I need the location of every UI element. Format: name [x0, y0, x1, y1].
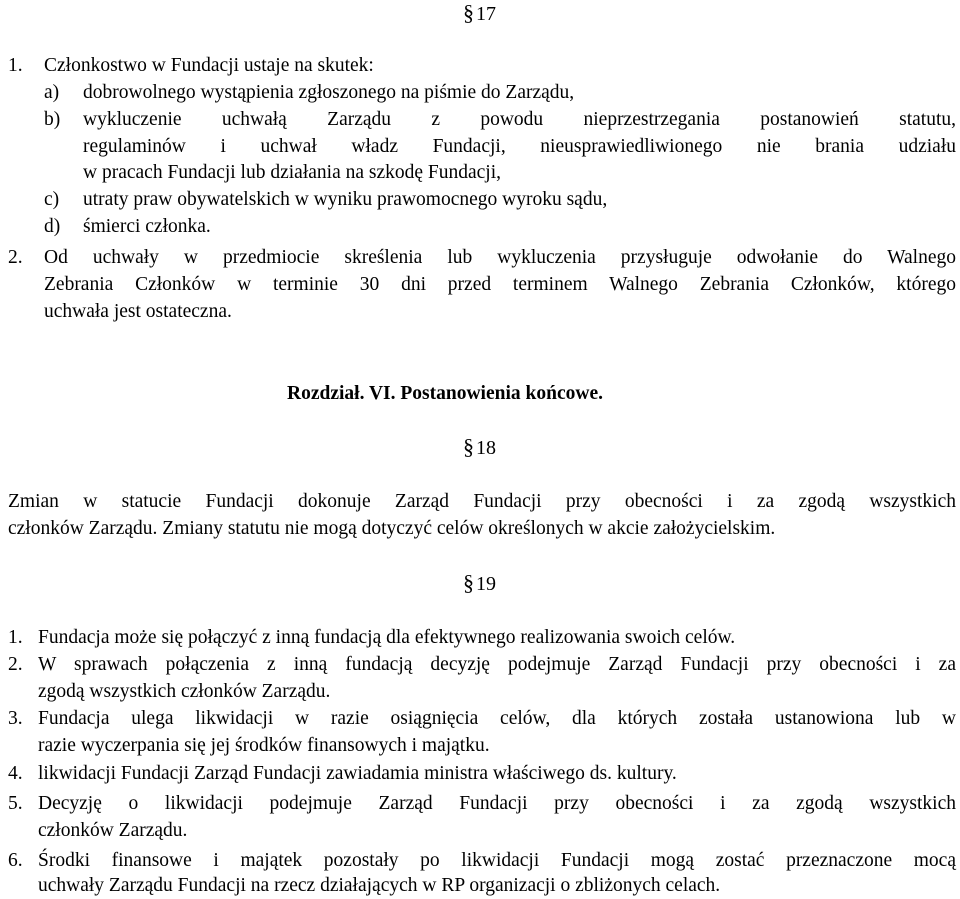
- paragraph-text: Fundacja może się połączyć z inną fundacją dla efektywnego realizowania swoich celów.: [38, 627, 736, 648]
- paragraph-text: Środki finansowe i majątek pozostały po likwidacji Fundacji mogą zostać przeznaczone mocą: [38, 850, 956, 871]
- list-number: 6.: [8, 850, 23, 871]
- paragraph-text: uchwała jest ostateczna.: [44, 301, 232, 322]
- section-heading-18: [463, 434, 496, 460]
- list-item-text: regulaminów i uchwał władz Fundacji, nieusprawiedliwionego nie brania udziału: [83, 136, 956, 157]
- section-symbol: §: [463, 0, 474, 25]
- section-number: 18: [476, 437, 496, 459]
- list-item-text: w pracach Fundacji lub działania na szkodę Fundacji,: [83, 162, 502, 183]
- list-label: a): [44, 82, 60, 103]
- paragraph-text: W sprawach połączenia z inną fundacją decyzję podejmuje Zarząd Fundacji przy obecności i za: [38, 654, 956, 675]
- list-item-text: utraty praw obywatelskich w wyniku prawomocnego wyroku sądu,: [83, 189, 608, 210]
- chapter-title: Rozdział. VI. Postanowienia końcowe.: [287, 383, 603, 404]
- list-number: 1.: [8, 627, 23, 648]
- paragraph-text: uchwały Zarządu Fundacji na rzecz działających w RP organizacji o zbliżonych celach.: [38, 875, 721, 896]
- section-symbol: §: [463, 434, 474, 459]
- paragraph-text: razie wyczerpania się jej środków finansowych i majątku.: [38, 735, 490, 756]
- list-item-text: śmierci członka.: [83, 216, 211, 237]
- section-symbol: §: [463, 570, 474, 595]
- section-heading-19: [463, 570, 496, 596]
- paragraph-text: Fundacja ulega likwidacji w razie osiągnięcia celów, dla których została ustanowiona lub w: [38, 708, 956, 729]
- paragraph-text: Od uchwały w przedmiocie skreślenia lub wykluczenia przysługuje odwołanie do Walnego: [44, 247, 956, 268]
- list-number: 2.: [8, 654, 23, 675]
- section-number: 17: [476, 3, 496, 25]
- list-number: 2.: [8, 247, 23, 268]
- list-label: d): [44, 216, 61, 237]
- section-number: 19: [476, 573, 496, 595]
- paragraph-text: likwidacji Fundacji Zarząd Fundacji zawiadamia ministra właściwego ds. kultury.: [38, 763, 677, 784]
- list-number: 1.: [8, 55, 23, 76]
- paragraph-text: Członkostwo w Fundacji ustaje na skutek:: [44, 55, 374, 76]
- paragraph-text: członków Zarządu. Zmiany statutu nie mogą dotyczyć celów określonych w akcie założycielskim.: [8, 518, 776, 539]
- list-label: b): [44, 109, 61, 130]
- list-item-text: wykluczenie uchwałą Zarządu z powodu nieprzestrzegania postanowień statutu,: [83, 109, 956, 130]
- list-number: 5.: [8, 793, 23, 814]
- paragraph-text: członków Zarządu.: [38, 820, 188, 841]
- list-number: 3.: [8, 708, 23, 729]
- paragraph-text: Zebrania Członków w terminie 30 dni przed terminem Walnego Zebrania Członków, którego: [44, 274, 956, 295]
- list-label: c): [44, 189, 60, 210]
- paragraph-text: Zmian w statucie Fundacji dokonuje Zarząd Fundacji przy obecności i za zgodą wszystkich: [8, 491, 956, 512]
- paragraph-text: Decyzję o likwidacji podejmuje Zarząd Fundacji przy obecności i za zgodą wszystkich: [38, 793, 956, 814]
- paragraph-text: zgodą wszystkich członków Zarządu.: [38, 681, 331, 702]
- section-heading-17: [463, 0, 496, 26]
- list-item-text: dobrowolnego wystąpienia zgłoszonego na piśmie do Zarządu,: [83, 82, 575, 103]
- list-number: 4.: [8, 763, 23, 784]
